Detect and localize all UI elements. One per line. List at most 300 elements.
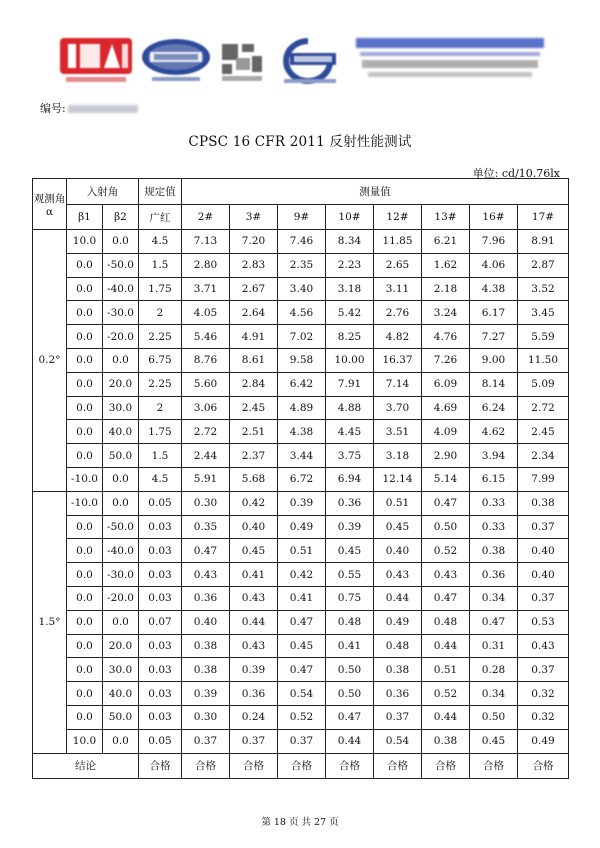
- measured-cell: 0.33: [470, 515, 518, 539]
- measured-cell: 5.68: [230, 467, 278, 491]
- beta2-cell: -20.0: [103, 325, 139, 349]
- measured-cell: 0.39: [326, 515, 374, 539]
- measured-cell: 6.42: [278, 372, 326, 396]
- measured-cell: 0.47: [278, 658, 326, 682]
- measured-cell: 0.42: [230, 491, 278, 515]
- measured-cell: 4.38: [278, 420, 326, 444]
- measured-cell: 16.37: [374, 348, 422, 372]
- measured-cell: 7.27: [470, 325, 518, 349]
- conclusion-label: 结论: [33, 753, 139, 778]
- measured-cell: 0.43: [422, 563, 470, 587]
- table-row: [33, 444, 569, 468]
- measured-cell: 0.38: [182, 658, 230, 682]
- measured-cell: 0.40: [374, 539, 422, 563]
- table-row: [33, 586, 569, 610]
- measured-cell: 7.26: [422, 348, 470, 372]
- table-header: [33, 179, 569, 230]
- spec-cell: 0.03: [139, 634, 182, 658]
- measured-cell: 7.02: [278, 325, 326, 349]
- measured-cell: 12.14: [374, 467, 422, 491]
- measured-cell: 0.38: [374, 658, 422, 682]
- measured-cell: 2.87: [518, 253, 569, 277]
- measured-cell: 3.06: [182, 396, 230, 420]
- measured-cell: 0.41: [278, 586, 326, 610]
- obs-angle-header: 观测角α: [33, 179, 67, 230]
- page-number: 第 18 页 共 27 页: [261, 817, 339, 828]
- measured-cell: 0.31: [470, 634, 518, 658]
- measured-cell: 0.42: [278, 563, 326, 587]
- measured-cell: 0.34: [470, 586, 518, 610]
- beta2-cell: 50.0: [103, 444, 139, 468]
- beta1-cell: 0.0: [67, 420, 103, 444]
- measured-cell: 0.33: [470, 491, 518, 515]
- beta2-cell: 40.0: [103, 682, 139, 706]
- measured-cell: 2.83: [230, 253, 278, 277]
- measured-cell: 2.18: [422, 277, 470, 301]
- spec-cell: 1.5: [139, 253, 182, 277]
- table-row: [33, 396, 569, 420]
- measured-cell: 3.75: [326, 444, 374, 468]
- conclusion-row: [33, 753, 569, 778]
- sample-header: 3#: [230, 205, 278, 230]
- measured-cell: 0.54: [374, 729, 422, 753]
- measured-cell: 2.67: [230, 277, 278, 301]
- measured-cell: 0.38: [422, 729, 470, 753]
- beta1-cell: 0.0: [67, 277, 103, 301]
- spec-cell: 0.03: [139, 682, 182, 706]
- measured-cell: 0.55: [326, 563, 374, 587]
- measured-cell: 0.47: [422, 586, 470, 610]
- table-row: [33, 515, 569, 539]
- table-row: [33, 420, 569, 444]
- measured-cell: 6.15: [470, 467, 518, 491]
- measured-cell: 0.37: [278, 729, 326, 753]
- measured-cell: 0.37: [518, 586, 569, 610]
- beta1-cell: 0.0: [67, 396, 103, 420]
- spec-cell: 2: [139, 301, 182, 325]
- measured-cell: 6.94: [326, 467, 374, 491]
- measured-cell: 4.09: [422, 420, 470, 444]
- beta1-cell: 0.0: [67, 444, 103, 468]
- measured-cell: 5.60: [182, 372, 230, 396]
- measured-cell: 0.54: [278, 682, 326, 706]
- spec-cell: 0.07: [139, 610, 182, 634]
- beta1-header: β1: [67, 205, 103, 230]
- table-row: [33, 301, 569, 325]
- beta1-cell: 0.0: [67, 682, 103, 706]
- measured-cell: 3.52: [518, 277, 569, 301]
- measured-cell: 0.45: [470, 729, 518, 753]
- beta2-cell: 40.0: [103, 420, 139, 444]
- beta2-cell: -40.0: [103, 539, 139, 563]
- beta2-cell: 0.0: [103, 610, 139, 634]
- measured-cell: 2.64: [230, 301, 278, 325]
- measured-cell: 2.76: [374, 301, 422, 325]
- beta1-cell: 0.0: [67, 705, 103, 729]
- beta2-cell: -30.0: [103, 301, 139, 325]
- measured-cell: 0.52: [278, 705, 326, 729]
- conclusion-cell: 合格: [518, 753, 569, 778]
- measured-cell: 0.41: [326, 634, 374, 658]
- beta1-cell: 0.0: [67, 348, 103, 372]
- table-row: [33, 539, 569, 563]
- measured-cell: 0.28: [470, 658, 518, 682]
- beta1-cell: 10.0: [67, 729, 103, 753]
- report-header: [0, 0, 600, 100]
- measured-cell: 0.45: [278, 634, 326, 658]
- measured-cell: 6.17: [470, 301, 518, 325]
- measured-cell: 5.14: [422, 467, 470, 491]
- measured-cell: 8.91: [518, 230, 569, 254]
- measured-cell: 3.44: [278, 444, 326, 468]
- beta1-cell: 0.0: [67, 372, 103, 396]
- conclusion-cell: 合格: [374, 753, 422, 778]
- measured-cell: 6.72: [278, 467, 326, 491]
- table-row: [33, 230, 569, 254]
- measured-cell: 0.37: [230, 729, 278, 753]
- measured-cell: 2.45: [518, 420, 569, 444]
- beta1-cell: 0.0: [67, 539, 103, 563]
- beta2-cell: -20.0: [103, 586, 139, 610]
- measured-cell: 3.18: [374, 444, 422, 468]
- measured-cell: 0.37: [518, 658, 569, 682]
- measured-cell: 0.44: [374, 586, 422, 610]
- table-row: [33, 372, 569, 396]
- measured-cell: 5.42: [326, 301, 374, 325]
- measured-cell: 11.50: [518, 348, 569, 372]
- conclusion-cell: 合格: [422, 753, 470, 778]
- measured-cell: 4.38: [470, 277, 518, 301]
- measured-cell: 2.44: [182, 444, 230, 468]
- beta1-cell: 0.0: [67, 515, 103, 539]
- measured-cell: 0.50: [422, 515, 470, 539]
- beta1-cell: 0.0: [67, 634, 103, 658]
- beta2-cell: 0.0: [103, 348, 139, 372]
- measured-cell: 2.35: [278, 253, 326, 277]
- measured-cell: 0.49: [278, 515, 326, 539]
- beta2-cell: 20.0: [103, 634, 139, 658]
- beta1-cell: 0.0: [67, 610, 103, 634]
- measured-cell: 0.53: [518, 610, 569, 634]
- spec-cell: 0.03: [139, 658, 182, 682]
- measured-cell: 4.69: [422, 396, 470, 420]
- beta2-cell: -50.0: [103, 253, 139, 277]
- measured-cell: 2.45: [230, 396, 278, 420]
- measured-cell: 0.37: [518, 515, 569, 539]
- beta2-cell: 30.0: [103, 658, 139, 682]
- cma-logo: [58, 34, 134, 84]
- measured-cell: 0.48: [374, 634, 422, 658]
- beta2-cell: 0.0: [103, 467, 139, 491]
- beta1-cell: 0.0: [67, 253, 103, 277]
- measured-cell: 3.11: [374, 277, 422, 301]
- beta2-cell: -30.0: [103, 563, 139, 587]
- measured-cell: 4.45: [326, 420, 374, 444]
- measured-cell: 9.58: [278, 348, 326, 372]
- measured-cell: 7.91: [326, 372, 374, 396]
- measured-cell: 0.44: [326, 729, 374, 753]
- spec-cell: 0.03: [139, 539, 182, 563]
- measured-cell: 0.44: [230, 610, 278, 634]
- spec-cell: 4.5: [139, 230, 182, 254]
- measured-cell: 0.47: [470, 610, 518, 634]
- measured-cell: 4.88: [326, 396, 374, 420]
- measured-cell: 0.45: [326, 539, 374, 563]
- measured-cell: 0.43: [182, 563, 230, 587]
- measured-header: 测量值: [182, 179, 569, 205]
- beta2-cell: 20.0: [103, 372, 139, 396]
- beta2-cell: 0.0: [103, 491, 139, 515]
- beta2-cell: -50.0: [103, 515, 139, 539]
- beta1-cell: -10.0: [67, 491, 103, 515]
- measured-cell: 10.00: [326, 348, 374, 372]
- measured-cell: 4.89: [278, 396, 326, 420]
- measured-cell: 0.52: [422, 539, 470, 563]
- measured-cell: 0.39: [278, 491, 326, 515]
- measured-cell: 0.47: [278, 610, 326, 634]
- measured-cell: 9.00: [470, 348, 518, 372]
- measured-cell: 3.71: [182, 277, 230, 301]
- spec-cell: 0.05: [139, 491, 182, 515]
- beta2-cell: -40.0: [103, 277, 139, 301]
- measured-cell: 0.39: [182, 682, 230, 706]
- institute-logo: [352, 34, 548, 80]
- sample-header: 13#: [422, 205, 470, 230]
- spec-cell: 2.25: [139, 325, 182, 349]
- measured-cell: 6.21: [422, 230, 470, 254]
- measured-cell: 4.06: [470, 253, 518, 277]
- cnas-logo: [140, 37, 212, 83]
- beta2-cell: 0.0: [103, 729, 139, 753]
- measured-cell: 7.14: [374, 372, 422, 396]
- conclusion-cell: 合格: [470, 753, 518, 778]
- measured-cell: 0.36: [230, 682, 278, 706]
- measured-cell: 11.85: [374, 230, 422, 254]
- measured-cell: 3.45: [518, 301, 569, 325]
- table-body: [33, 230, 569, 754]
- measured-cell: 2.23: [326, 253, 374, 277]
- measured-cell: 1.62: [422, 253, 470, 277]
- sample-header: 9#: [278, 205, 326, 230]
- table-row: [33, 729, 569, 753]
- beta1-cell: 10.0: [67, 230, 103, 254]
- unit-label: 单位: cd/10.76lx: [472, 167, 560, 180]
- conclusion-cell: 合格: [182, 753, 230, 778]
- document-number-redacted: [68, 105, 138, 113]
- measured-cell: 0.38: [470, 539, 518, 563]
- spec-sub-header: 广红: [139, 205, 182, 230]
- measured-cell: 0.36: [326, 491, 374, 515]
- measured-cell: 8.61: [230, 348, 278, 372]
- measured-cell: 2.90: [422, 444, 470, 468]
- measured-cell: 6.09: [422, 372, 470, 396]
- spec-cell: 0.03: [139, 586, 182, 610]
- measured-cell: 0.43: [230, 634, 278, 658]
- measured-cell: 0.41: [230, 563, 278, 587]
- measured-cell: 3.70: [374, 396, 422, 420]
- conclusion-cell: 合格: [278, 753, 326, 778]
- measured-cell: 3.24: [422, 301, 470, 325]
- beta1-cell: 0.0: [67, 325, 103, 349]
- measured-cell: 0.36: [470, 563, 518, 587]
- measured-cell: 8.14: [470, 372, 518, 396]
- measured-cell: 0.35: [182, 515, 230, 539]
- measured-cell: 4.82: [374, 325, 422, 349]
- beta2-cell: 0.0: [103, 230, 139, 254]
- measured-cell: 2.80: [182, 253, 230, 277]
- beta1-cell: 0.0: [67, 301, 103, 325]
- measured-cell: 0.43: [518, 634, 569, 658]
- spec-cell: 6.75: [139, 348, 182, 372]
- measured-cell: 8.76: [182, 348, 230, 372]
- measured-cell: 0.37: [374, 705, 422, 729]
- conclusion-cell: 合格: [326, 753, 374, 778]
- measured-cell: 0.49: [518, 729, 569, 753]
- measured-cell: 0.38: [518, 491, 569, 515]
- table-row: [33, 253, 569, 277]
- beta2-header: β2: [103, 205, 139, 230]
- measured-cell: 7.13: [182, 230, 230, 254]
- qr-mark: [218, 42, 266, 84]
- entrance-angle-header: 入射角: [67, 179, 139, 205]
- measured-cell: 6.24: [470, 396, 518, 420]
- measured-cell: 0.40: [518, 563, 569, 587]
- measured-cell: 0.49: [374, 610, 422, 634]
- measured-cell: 0.52: [422, 682, 470, 706]
- beta1-cell: -10.0: [67, 467, 103, 491]
- measured-cell: 0.43: [230, 586, 278, 610]
- measured-cell: 0.37: [182, 729, 230, 753]
- obs-angle-cell: 0.2°: [33, 230, 67, 492]
- table-row: [33, 325, 569, 349]
- measured-cell: 0.32: [518, 682, 569, 706]
- measured-cell: 5.59: [518, 325, 569, 349]
- beta1-cell: 0.0: [67, 658, 103, 682]
- measured-cell: 0.48: [326, 610, 374, 634]
- measured-cell: 3.94: [470, 444, 518, 468]
- measured-cell: 0.24: [230, 705, 278, 729]
- measured-cell: 7.46: [278, 230, 326, 254]
- measured-cell: 0.45: [374, 515, 422, 539]
- measured-cell: 0.43: [374, 563, 422, 587]
- table-row: [33, 705, 569, 729]
- spec-cell: 2: [139, 396, 182, 420]
- measured-cell: 0.50: [470, 705, 518, 729]
- measured-cell: 4.76: [422, 325, 470, 349]
- spec-cell: 2.25: [139, 372, 182, 396]
- measured-cell: 0.50: [326, 682, 374, 706]
- obs-angle-cell: 1.5°: [33, 491, 67, 753]
- measured-cell: 0.36: [374, 682, 422, 706]
- measured-cell: 8.25: [326, 325, 374, 349]
- spec-cell: 1.75: [139, 277, 182, 301]
- measured-cell: 7.96: [470, 230, 518, 254]
- measured-cell: 0.48: [422, 610, 470, 634]
- measured-cell: 0.40: [182, 610, 230, 634]
- measured-cell: 4.05: [182, 301, 230, 325]
- measured-cell: 2.37: [230, 444, 278, 468]
- measured-cell: 3.40: [278, 277, 326, 301]
- reflectivity-table: [32, 178, 569, 779]
- table-row: [33, 348, 569, 372]
- measured-cell: 0.50: [326, 658, 374, 682]
- measured-cell: 4.56: [278, 301, 326, 325]
- page-title: CPSC 16 CFR 2011 反射性能测试: [188, 134, 412, 150]
- conclusion-cell: 合格: [139, 753, 182, 778]
- conclusion-cell: 合格: [230, 753, 278, 778]
- sample-header: 17#: [518, 205, 569, 230]
- spec-cell: 1.5: [139, 444, 182, 468]
- measured-cell: 0.40: [518, 539, 569, 563]
- measured-cell: 0.30: [182, 705, 230, 729]
- table-row: [33, 610, 569, 634]
- measured-cell: 0.44: [422, 705, 470, 729]
- table-row: [33, 658, 569, 682]
- measured-cell: 2.34: [518, 444, 569, 468]
- measured-cell: 0.51: [278, 539, 326, 563]
- sample-header: 10#: [326, 205, 374, 230]
- table-row: [33, 277, 569, 301]
- measured-cell: 0.34: [470, 682, 518, 706]
- beta1-cell: 0.0: [67, 563, 103, 587]
- measured-cell: 2.51: [230, 420, 278, 444]
- beta2-cell: 50.0: [103, 705, 139, 729]
- measured-cell: 7.20: [230, 230, 278, 254]
- measured-cell: 0.47: [182, 539, 230, 563]
- sample-header: 12#: [374, 205, 422, 230]
- table-row: [33, 563, 569, 587]
- measured-cell: 5.09: [518, 372, 569, 396]
- measured-cell: 0.30: [182, 491, 230, 515]
- spec-cell: 0.05: [139, 729, 182, 753]
- document-number-label: 编号:: [40, 102, 66, 115]
- measured-cell: 0.51: [374, 491, 422, 515]
- measured-cell: 0.47: [326, 705, 374, 729]
- measured-cell: 0.44: [422, 634, 470, 658]
- measured-cell: 8.34: [326, 230, 374, 254]
- sample-header: 16#: [470, 205, 518, 230]
- measured-cell: 2.72: [518, 396, 569, 420]
- measured-cell: 0.39: [230, 658, 278, 682]
- beta2-cell: 30.0: [103, 396, 139, 420]
- spec-cell: 0.03: [139, 705, 182, 729]
- spec-cell: 0.03: [139, 515, 182, 539]
- measured-cell: 7.99: [518, 467, 569, 491]
- spec-cell: 0.03: [139, 563, 182, 587]
- ilac-mac-logo: [272, 37, 346, 85]
- measured-cell: 3.18: [326, 277, 374, 301]
- spec-value-header: 规定值: [139, 179, 182, 205]
- measured-cell: 0.47: [422, 491, 470, 515]
- measured-cell: 3.51: [374, 420, 422, 444]
- measured-cell: 5.91: [182, 467, 230, 491]
- measured-cell: 4.91: [230, 325, 278, 349]
- measured-cell: 0.45: [230, 539, 278, 563]
- sample-header: 2#: [182, 205, 230, 230]
- measured-cell: 0.40: [230, 515, 278, 539]
- measured-cell: 4.62: [470, 420, 518, 444]
- document-number: [40, 100, 138, 116]
- measured-cell: 0.38: [182, 634, 230, 658]
- table-row: [33, 467, 569, 491]
- measured-cell: 0.75: [326, 586, 374, 610]
- table-row: [33, 682, 569, 706]
- measured-cell: 0.51: [422, 658, 470, 682]
- beta1-cell: 0.0: [67, 586, 103, 610]
- measured-cell: 5.46: [182, 325, 230, 349]
- spec-cell: 1.75: [139, 420, 182, 444]
- spec-cell: 4.5: [139, 467, 182, 491]
